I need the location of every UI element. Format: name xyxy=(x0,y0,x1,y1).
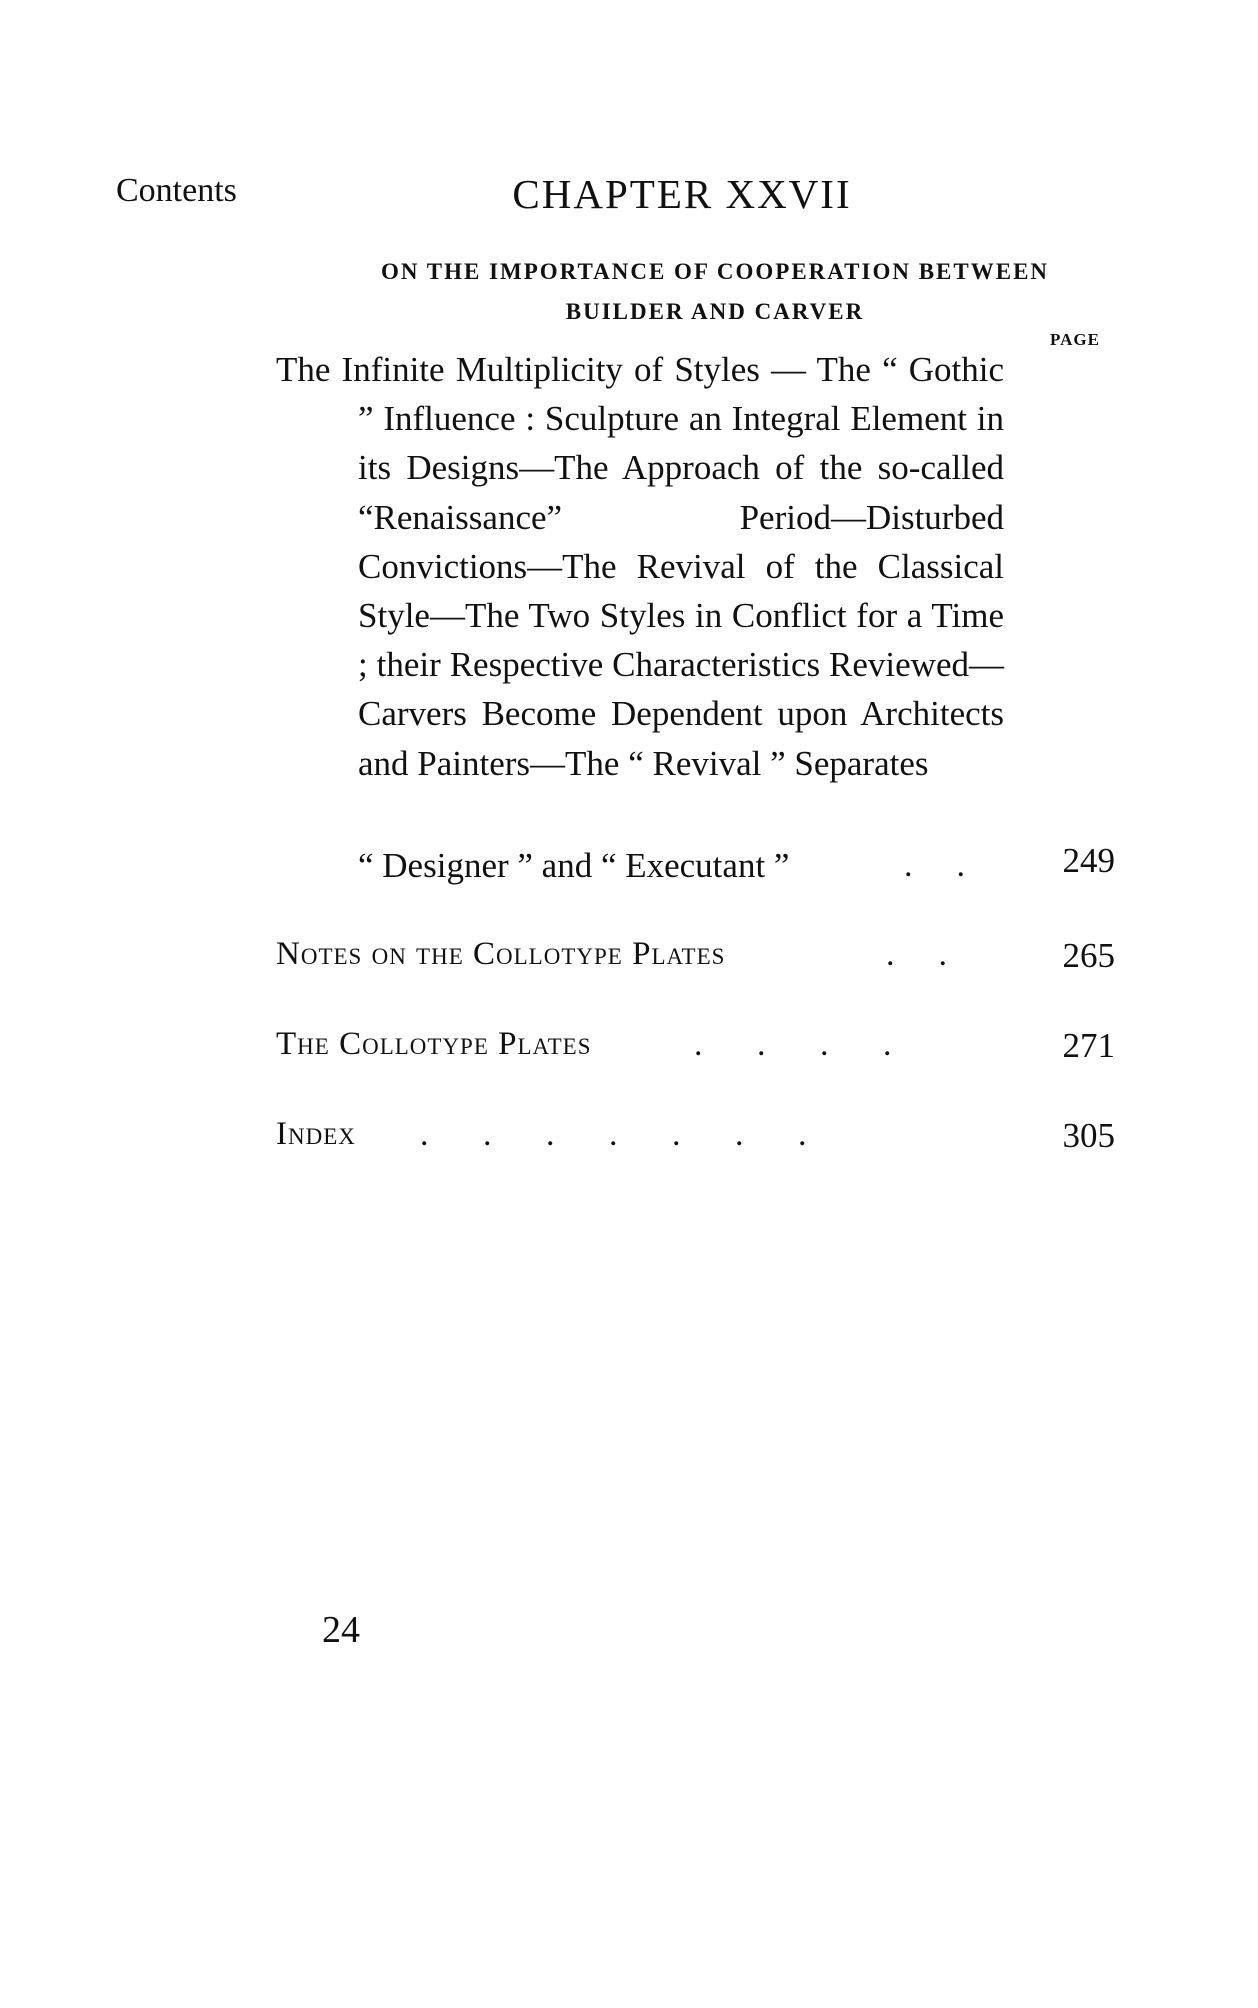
running-head: Contents xyxy=(116,172,237,209)
chapter-synopsis-last-line xyxy=(358,841,967,890)
chapter-subtitle-line-2: BUILDER AND CARVER xyxy=(565,299,865,324)
chapter-subtitle-line-1: ON THE IMPORTANCE OF COOPERATION BETWEEN xyxy=(380,259,1050,284)
dot-leader: . . . . . . . xyxy=(420,1116,809,1153)
toc-entry-title: Index xyxy=(276,1116,356,1152)
dot-leader: . . xyxy=(904,847,967,884)
dot-leader: . . xyxy=(886,936,949,973)
dot-leader: . . . . xyxy=(694,1026,894,1063)
page-column-label: PAGE xyxy=(1050,330,1100,349)
toc-entry-collotype-plates xyxy=(276,1026,592,1063)
synopsis-last-line-text: “ Designer ” and “ Executant ” xyxy=(358,846,790,885)
toc-entry-title: The Collotype Plates xyxy=(276,1026,592,1062)
page-folio: 24 xyxy=(322,1609,360,1651)
chapter-subtitle xyxy=(300,252,1130,332)
toc-entry-page-number: 271 xyxy=(1062,1026,1115,1065)
toc-entry-title: Notes on the Collotype Plates xyxy=(276,936,726,972)
toc-entry-page-number: 305 xyxy=(1062,1116,1115,1155)
toc-entry-notes-on-plates xyxy=(276,936,725,973)
toc-entry-index xyxy=(276,1116,356,1153)
toc-entry-page-number: 265 xyxy=(1062,936,1115,975)
chapter-title: CHAPTER XXVII xyxy=(512,171,852,217)
chapter-synopsis: The Infinite Multiplicity of Styles — The “ Gothic ” Influence : Sculpture an Integral Element in its Designs—The Approach of the so-called “Renaissance” Period—Disturbed Convictions—The Revival of the Classical Style—The Two Styles in Conflict for a Time ; their Respective Characteristics Reviewed—Carvers Become Dependent upon Architects and Painters—The “ Revival ” Separates xyxy=(276,350,1004,783)
chapter-page-number: 249 xyxy=(1062,841,1115,880)
